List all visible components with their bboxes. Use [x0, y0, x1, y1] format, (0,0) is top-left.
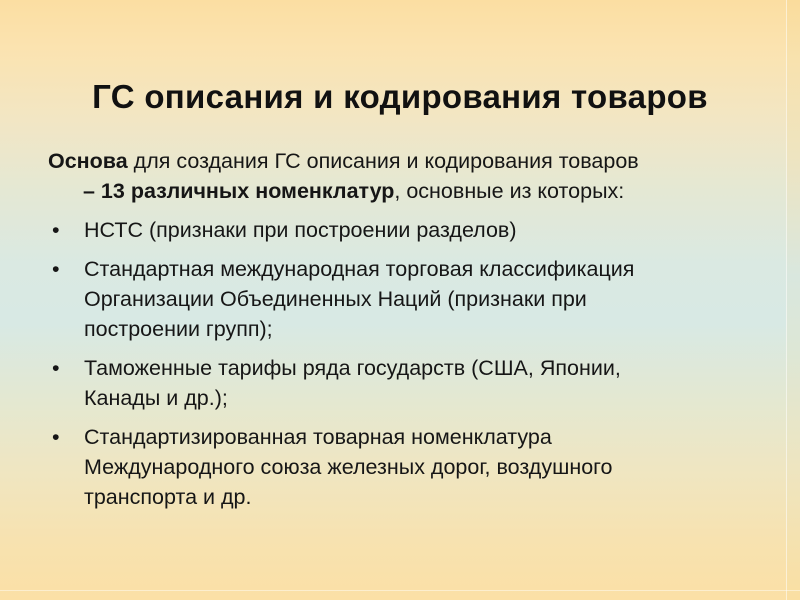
bullet-item — [48, 254, 760, 344]
bullet-icon: • — [52, 218, 60, 242]
lead-text-bold: Основа — [48, 149, 128, 173]
bullet-text: Таможенные тарифы ряда государств (США, Японии, Канады и др.); — [84, 356, 621, 410]
bullet-icon: • — [52, 356, 60, 380]
bullet-item — [48, 353, 760, 413]
bullet-text: Стандартизированная товарная номенклатура Международного союза железных дорог, воздушного транспорта и др. — [84, 425, 613, 509]
lead-line — [48, 146, 760, 176]
lead-text-bold: – 13 различных номенклатур — [83, 179, 395, 203]
bullet-item — [48, 422, 760, 512]
lead-text: для создания ГС описания и кодирования товаров — [127, 149, 639, 173]
lead-paragraph — [48, 146, 760, 206]
bullet-icon: • — [52, 425, 60, 449]
lead-text: , основные из которых: — [394, 179, 625, 203]
bullet-text: Стандартная международная торговая классификация Организации Объединенных Наций (признаки при построении групп); — [84, 257, 635, 341]
slide-bottom-edge — [0, 590, 800, 591]
bullet-item — [48, 215, 760, 245]
slide-title: ГС описания и кодирования товаров — [92, 78, 708, 116]
slide-body — [48, 146, 760, 512]
bullet-list — [48, 215, 760, 512]
bullet-text: НСТС (признаки при построении разделов) — [84, 218, 517, 242]
bullet-icon: • — [52, 257, 60, 281]
lead-line — [48, 176, 760, 206]
